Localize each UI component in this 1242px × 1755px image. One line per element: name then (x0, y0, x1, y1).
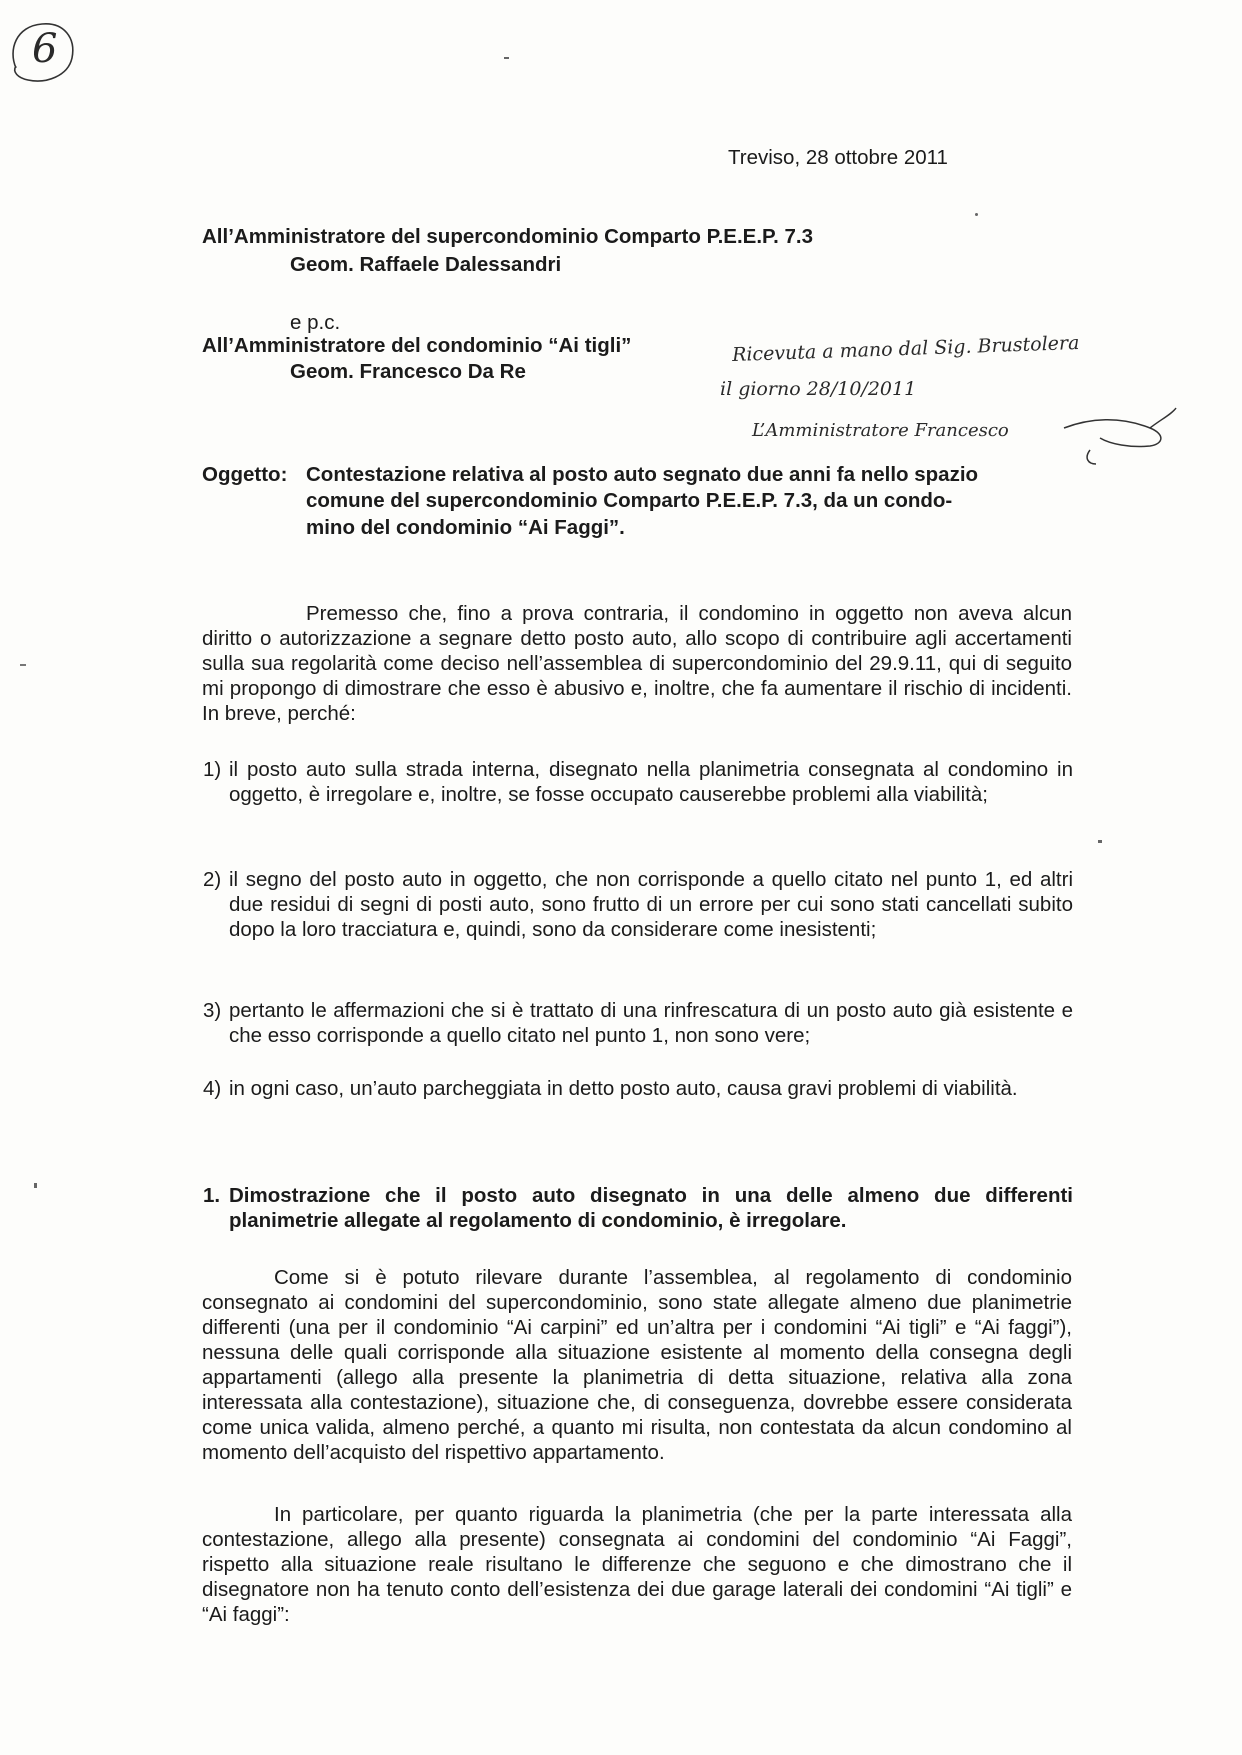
scan-speck (20, 664, 26, 666)
cc-label: e p.c. (290, 311, 341, 334)
list-item-text: il posto auto sulla strada interna, disegnato nella planimetria consegnata al condomino in oggetto, è irregolare e, inoltre, se fosse occupato causerebbe problemi alla viabilità; (229, 758, 1073, 806)
page-number-circle (6, 18, 80, 86)
cc-line-2: Geom. Francesco Da Re (290, 360, 526, 383)
list-item-number: 1) (203, 758, 222, 781)
signature-flourish-icon (1060, 398, 1180, 468)
list-item-number: 4) (203, 1077, 222, 1100)
cc-line-1: All’Amministratore del condominio “Ai tigli” (202, 334, 632, 357)
scan-speck (34, 1183, 37, 1188)
list-item (203, 757, 1073, 807)
list-item-number: 3) (203, 999, 222, 1022)
scan-speck (1098, 840, 1102, 843)
subject-label: Oggetto: (202, 463, 288, 486)
recipient-line-2: Geom. Raffaele Dalessandri (290, 253, 562, 276)
list-item-text: in ogni caso, un’auto parcheggiata in detto posto auto, causa gravi problemi di viabilità. (229, 1077, 1018, 1100)
page-number: 6 (32, 26, 58, 72)
list-item (203, 1076, 1073, 1101)
list-item-number: 2) (203, 868, 222, 891)
body-paragraph-1: Come si è potuto rilevare durante l’assemblea, al regolamento di condominio consegnato ai condomini del supercondominio, sono state allegate almeno due planimetrie differenti (una per il condominio “Ai carpini” ed un’altra per i condomini “Ai tigli” e “Ai faggi”), nessuna delle quali corrisponde alla situazione esistente al momento della consegna degli appartamenti (allego alla presente la planimetria di detta situazione, relativa alla zona interessata alla contestazione), situazione che, di conseguenza, dovrebbe essere considerata come unica valida, almeno perché, a quanto mi risulta, non contestata da alcun condomino al momento dell’acquisto del rispettivo appartamento. (202, 1266, 1072, 1464)
list-item-text: pertanto le affermazioni che si è trattato di una rinfrescatura di un posto auto già esistente e che esso corrisponde a quello citato nel punto 1, non sono vere; (229, 999, 1073, 1047)
list-item (203, 867, 1073, 942)
handwritten-receipt-line-2: il giorno 28/10/2011 (720, 378, 917, 400)
scan-speck (975, 213, 978, 216)
recipient-line-1: All’Amministratore del supercondominio Comparto P.E.E.P. 7.3 (202, 225, 813, 248)
subject-line-2: comune del supercondominio Comparto P.E.E.P. 7.3, da un condo- (306, 489, 953, 512)
section-heading (203, 1183, 1073, 1233)
intro-paragraph: Premesso che, fino a prova contraria, il condomino in oggetto non aveva alcun diritto o autorizzazione a segnare detto posto auto, allo scopo di contribuire agli accertamenti sulla sua regolarità come deciso nell’assemblea di supercondominio del 29.9.11, qui di seguito mi propongo di dimostrare che esso è abusivo e, inoltre, che fa aumentare il rischio di incidenti. In breve, perché: (202, 602, 1072, 725)
scan-speck (504, 57, 509, 59)
handwritten-receipt-line-3: L’Amministratore Francesco (752, 420, 1009, 441)
list-item (203, 998, 1073, 1048)
section-number: 1. (203, 1184, 221, 1207)
section-title: Dimostrazione che il posto auto disegnato in una delle almeno due differenti planimetrie allegate al regolamento di condominio, è irregolare. (229, 1184, 1073, 1232)
body-paragraph-2: In particolare, per quanto riguarda la planimetria (che per la parte interessata alla contestazione, allego alla presente) consegnata ai condomini del condominio “Ai Faggi”, rispetto alla situazione reale risultano le differenze che seguono e che dimostrano che il disegnatore non ha tenuto conto dell’esistenza dei due garage laterali dei condomini “Ai tigli” e “Ai faggi”: (202, 1503, 1072, 1626)
subject-line-1: Contestazione relativa al posto auto segnato due anni fa nello spazio (306, 463, 979, 486)
handwritten-receipt-line-1: Ricevuta a mano dal Sig. Brustolera (731, 331, 1080, 367)
date-line: Treviso, 28 ottobre 2011 (728, 146, 948, 169)
list-item-text: il segno del posto auto in oggetto, che non corrisponde a quello citato nel punto 1, ed altri due residui di segni di posti auto, sono frutto di un errore per cui sono stati cancellati subito dopo la loro tracciatura e, quindi, sono da considerare come inesistenti; (229, 868, 1073, 941)
subject-line-3: mino del condominio “Ai Faggi”. (306, 516, 625, 539)
